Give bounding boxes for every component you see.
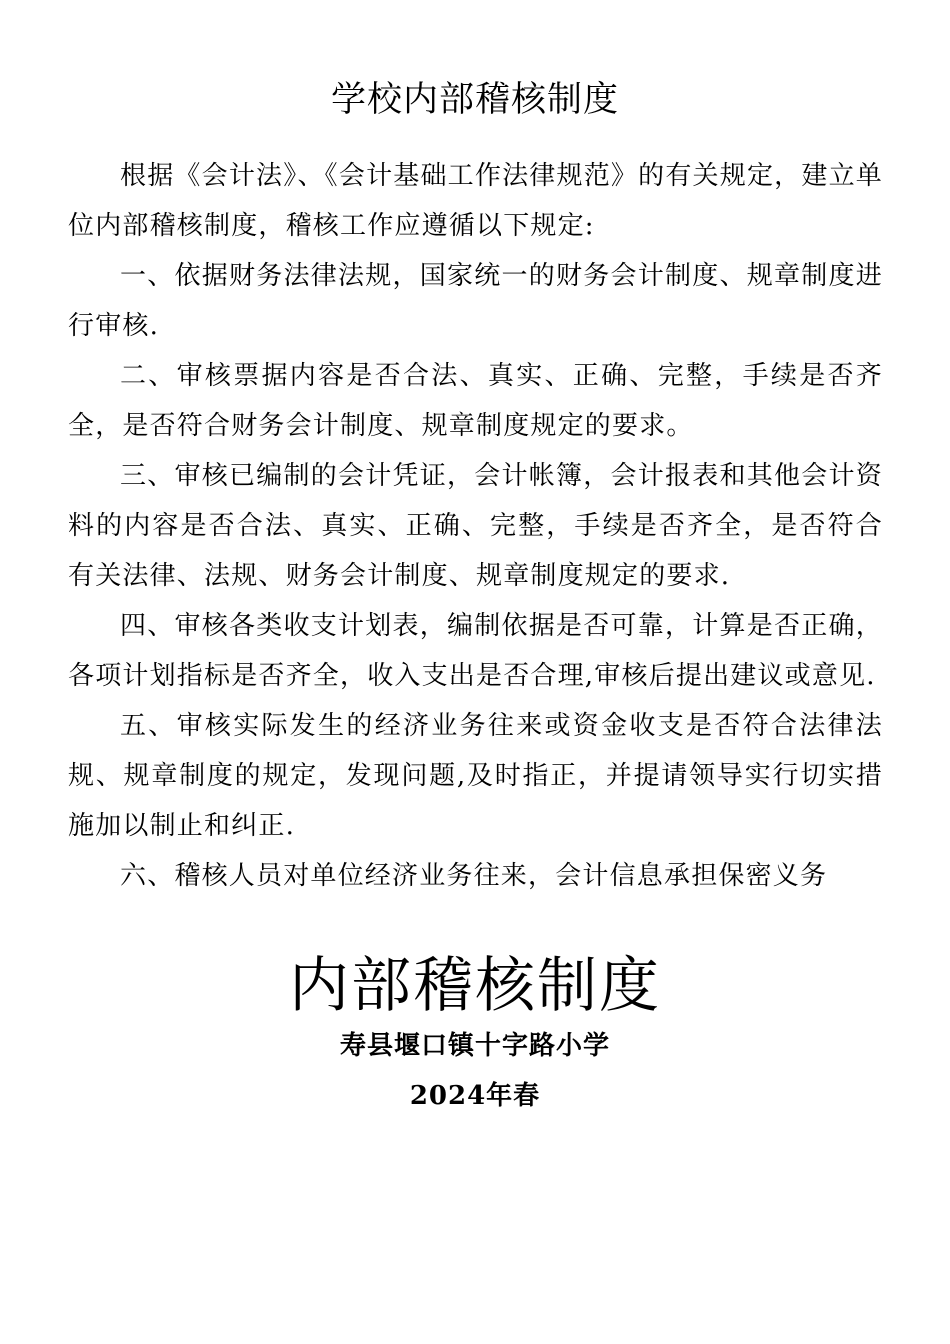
- paragraph-rule-5: 五、审核实际发生的经济业务往来或资金收支是否符合法律法规、规章制度的规定，发现问题,及时指正，并提请领导实行切实措施加以制止和纠正.: [68, 711, 883, 841]
- cover-title: 内部稽核制度: [289, 951, 661, 1021]
- paragraph-rule-1: 一、依据财务法律法规，国家统一的财务会计制度、规章制度进行审核.: [68, 261, 883, 341]
- paragraph-rule-6: 六、稽核人员对单位经济业务往来，会计信息承担保密义务: [120, 861, 828, 891]
- paragraph-intro: 根据《会计法》、《会计基础工作法律规范》的有关规定，建立单位内部稽核制度，稽核工作应遵循以下规定:: [68, 161, 883, 241]
- document-date: 2024年春: [409, 1081, 541, 1111]
- school-name: 寿县堰口镇十字路小学: [339, 1031, 610, 1061]
- document-title: 学校内部稽核制度: [330, 80, 619, 120]
- document-body: [68, 151, 883, 901]
- paragraph-rule-2: 二、审核票据内容是否合法、真实、正确、完整，手续是否齐全，是否符合财务会计制度、规章制度规定的要求。: [68, 361, 883, 441]
- paragraph-rule-3: 三、审核已编制的会计凭证，会计帐簿，会计报表和其他会计资料的内容是否合法、真实、正确、完整，手续是否齐全，是否符合有关法律、法规、财务会计制度、规章制度规定的要求.: [68, 461, 883, 591]
- paragraph-rule-4: 四、审核各类收支计划表，编制依据是否可靠，计算是否正确，各项计划指标是否齐全，收入支出是否合理,审核后提出建议或意见.: [68, 611, 883, 691]
